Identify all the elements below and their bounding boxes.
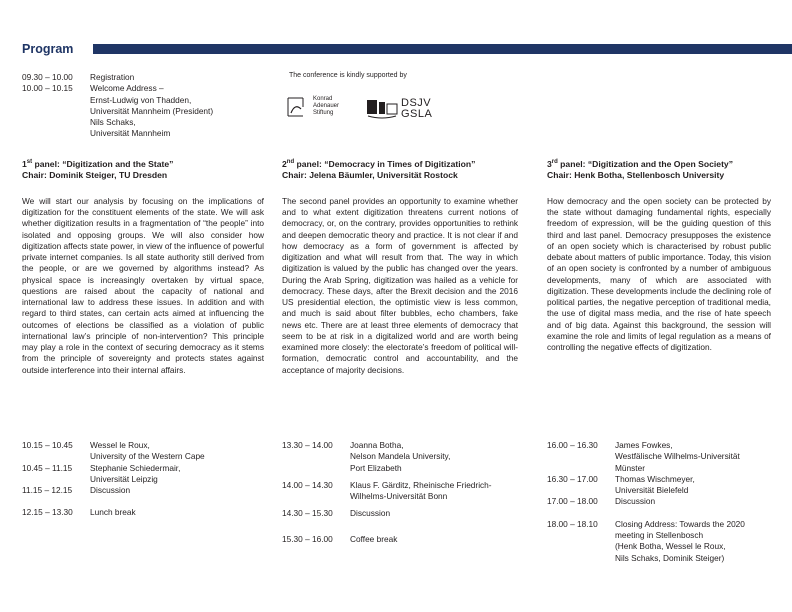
schedule-desc: University of the Western Cape xyxy=(90,451,205,462)
schedule-row xyxy=(282,440,518,474)
schedule-time: 15.30 – 16.00 xyxy=(282,533,333,544)
header-rule xyxy=(93,44,792,54)
panel-2-schedule xyxy=(282,440,518,545)
kas-logo xyxy=(285,95,349,121)
schedule-desc: Universität Mannheim (President) xyxy=(90,105,214,116)
schedule-time: 09.30 – 10.00 xyxy=(22,72,73,82)
dsjv-line2: GSLA xyxy=(401,108,433,120)
schedule-row xyxy=(547,474,779,497)
schedule-time: 16.30 – 17.00 xyxy=(547,473,598,484)
schedule-time: 12.15 – 13.30 xyxy=(22,507,73,518)
schedule-row xyxy=(547,440,779,474)
schedule-row xyxy=(547,496,779,507)
panel-chair: Chair: Henk Botha, Stellenbosch University xyxy=(547,169,725,180)
schedule-desc: Joanna Botha, xyxy=(350,440,404,450)
kas-line3: Stiftung xyxy=(313,110,334,116)
panel-chair: Chair: Dominik Steiger, TU Dresden xyxy=(22,169,168,180)
schedule-time: 10.00 – 10.15 xyxy=(22,83,73,94)
schedule-desc: Münster xyxy=(615,462,645,473)
schedule-time: 17.00 – 18.00 xyxy=(547,496,598,507)
schedule-desc: (Henk Botha, Wessel le Roux, xyxy=(615,541,726,552)
schedule-desc: Discussion xyxy=(350,508,391,519)
panel-1-schedule xyxy=(22,440,264,519)
schedule-time: 13.30 – 14.00 xyxy=(282,440,333,450)
schedule-desc: Nelson Mandela University, xyxy=(350,451,451,462)
panel-description: The second panel provides an opportunity to examine whether and to what extent digitization threatens current notions of democracy, or, on the contrary, provides opportunities to rethink and deepen democratic theory and practice. It is not clear if and how democracy as a form of government is affected by digitization and what will result from that. The way in which digitization is valued by the public has changed over the years. During the Arab Spring, digitization was hailed as a vehicle for democracy. These days, after the Brexit decision and the 2016 US presidential election, the optimistic view is less common, and much is said about filter bubbles, echo chambers, fake news etc. There are at least three elements of democracy that seem to be at risk in a digitalized world and are worth being examined more closely: the electorate’s freedom of political will-formation, democratic control and accountability, and the acceptance of majority decisions. xyxy=(282,195,518,375)
schedule-desc: Registration xyxy=(90,72,135,82)
schedule-row xyxy=(22,485,264,496)
schedule-desc: James Fowkes, xyxy=(615,440,673,450)
kas-line1: Konrad xyxy=(313,96,333,102)
support-text: The conference is kindly supported by xyxy=(289,72,407,79)
schedule-desc: Ernst-Ludwig von Thadden, xyxy=(90,94,192,105)
schedule-row xyxy=(22,507,264,518)
dsjv-line1: DSJV xyxy=(401,97,432,109)
schedule-row xyxy=(282,508,518,519)
schedule-row xyxy=(22,83,262,94)
schedule-desc: Universität Leipzig xyxy=(90,473,158,484)
schedule-time: 14.00 – 14.30 xyxy=(282,479,333,490)
schedule-desc: Closing Address: Towards the 2020 xyxy=(615,518,745,529)
schedule-desc: Thomas Wischmeyer, xyxy=(615,473,695,484)
panel-3-schedule xyxy=(547,440,779,564)
program-heading: Program xyxy=(22,42,74,56)
schedule-row xyxy=(22,440,264,463)
schedule-time: 14.30 – 15.30 xyxy=(282,508,333,519)
panel-description: How democracy and the open society can be protected by the state without damaging fundamental rights, especially freedom of expression, will be the guiding question of this third and last panel. Democracy presupposes the existence of an open society which is characterised by robust public debate about matters of public importance. Today, this vision of an open society is confronted by a number of ambiguous developments, many of which are associated with digitization. These developments include the declining role of political parties, the negative perception of traditional media, the use of digital mass media, and the rise of hate speech and of big data. Against this background, the session will examine the role and limits of legal regulation as a means of controlling the negative effects of digitization. xyxy=(547,195,771,353)
schedule-desc: Wessel le Roux, xyxy=(90,440,150,450)
schedule-row xyxy=(282,480,518,503)
schedule-desc: Wilhelms-Universität Bonn xyxy=(350,491,448,502)
schedule-row xyxy=(22,463,264,486)
schedule-desc: Stephanie Schiedermair, xyxy=(90,462,181,473)
panel-2 xyxy=(282,157,518,376)
schedule-time: 16.00 – 16.30 xyxy=(547,440,598,450)
panel-1 xyxy=(22,157,264,376)
schedule-time: 10.15 – 10.45 xyxy=(22,440,73,450)
schedule-row xyxy=(282,534,518,545)
panel-title: 1st panel: “Digitization and the State” xyxy=(22,158,174,169)
schedule-desc: Westfälische Wilhelms-Universität xyxy=(615,451,740,462)
panel-3 xyxy=(547,157,771,353)
schedule-time: 10.45 – 11.15 xyxy=(22,462,73,473)
schedule-time: 11.15 – 12.15 xyxy=(22,485,73,496)
dsjv-flags-icon xyxy=(365,96,399,120)
opening-schedule xyxy=(22,72,262,140)
kas-emblem-icon xyxy=(285,95,307,119)
schedule-desc: meeting in Stellenbosch xyxy=(615,530,704,541)
schedule-desc: Welcome Address – xyxy=(90,83,164,94)
schedule-time: 18.00 – 18.10 xyxy=(547,518,598,529)
schedule-row xyxy=(22,72,262,83)
schedule-desc: Nils Schaks, xyxy=(90,117,136,128)
panel-title: 3rd panel: “Digitization and the Open Society” xyxy=(547,158,734,169)
schedule-desc: Universität Bielefeld xyxy=(615,485,689,496)
schedule-desc: Discussion xyxy=(615,496,656,507)
schedule-desc: Lunch break xyxy=(90,507,136,518)
schedule-desc: Klaus F. Gärditz, Rheinische Friedrich- xyxy=(350,479,492,490)
panel-description: We will start our analysis by focusing on the implications of digitization for the constituent elements of the state. We will ask whether digitization results in a fragmentation of “the people” into isolated and opposing groups. We will also consider how digitization affects state power, in view of the influence of powerful private internet companies. Is all state authority still derived from the people, or are we governed by algorithms instead? As physical space is increasingly overtaken by virtual space, questions are raised about the capacity of national and international law to address these issues. In addition and with regard to third states, can certain acts aimed at influencing the outcomes of elections be classified as a violation of public international law’s principle of non-intervention? This principle may play a role in the context of securing democracy as it stems from the principle of sovereignty and protects states against outside interference into their internal affairs. xyxy=(22,195,264,375)
schedule-row xyxy=(547,519,779,564)
schedule-desc: Universität Mannheim xyxy=(90,128,171,139)
schedule-desc: Coffee break xyxy=(350,533,398,544)
dsjv-logo xyxy=(365,96,445,122)
panel-title: 2nd panel: “Democracy in Times of Digitization” xyxy=(282,158,476,169)
kas-line2: Adenauer xyxy=(313,103,340,109)
schedule-desc: Nils Schaks, Dominik Steiger) xyxy=(615,552,725,563)
schedule-desc: Discussion xyxy=(90,485,131,496)
panel-chair: Chair: Jelena Bäumler, Universität Rostock xyxy=(282,169,458,180)
schedule-desc: Port Elizabeth xyxy=(350,462,402,473)
